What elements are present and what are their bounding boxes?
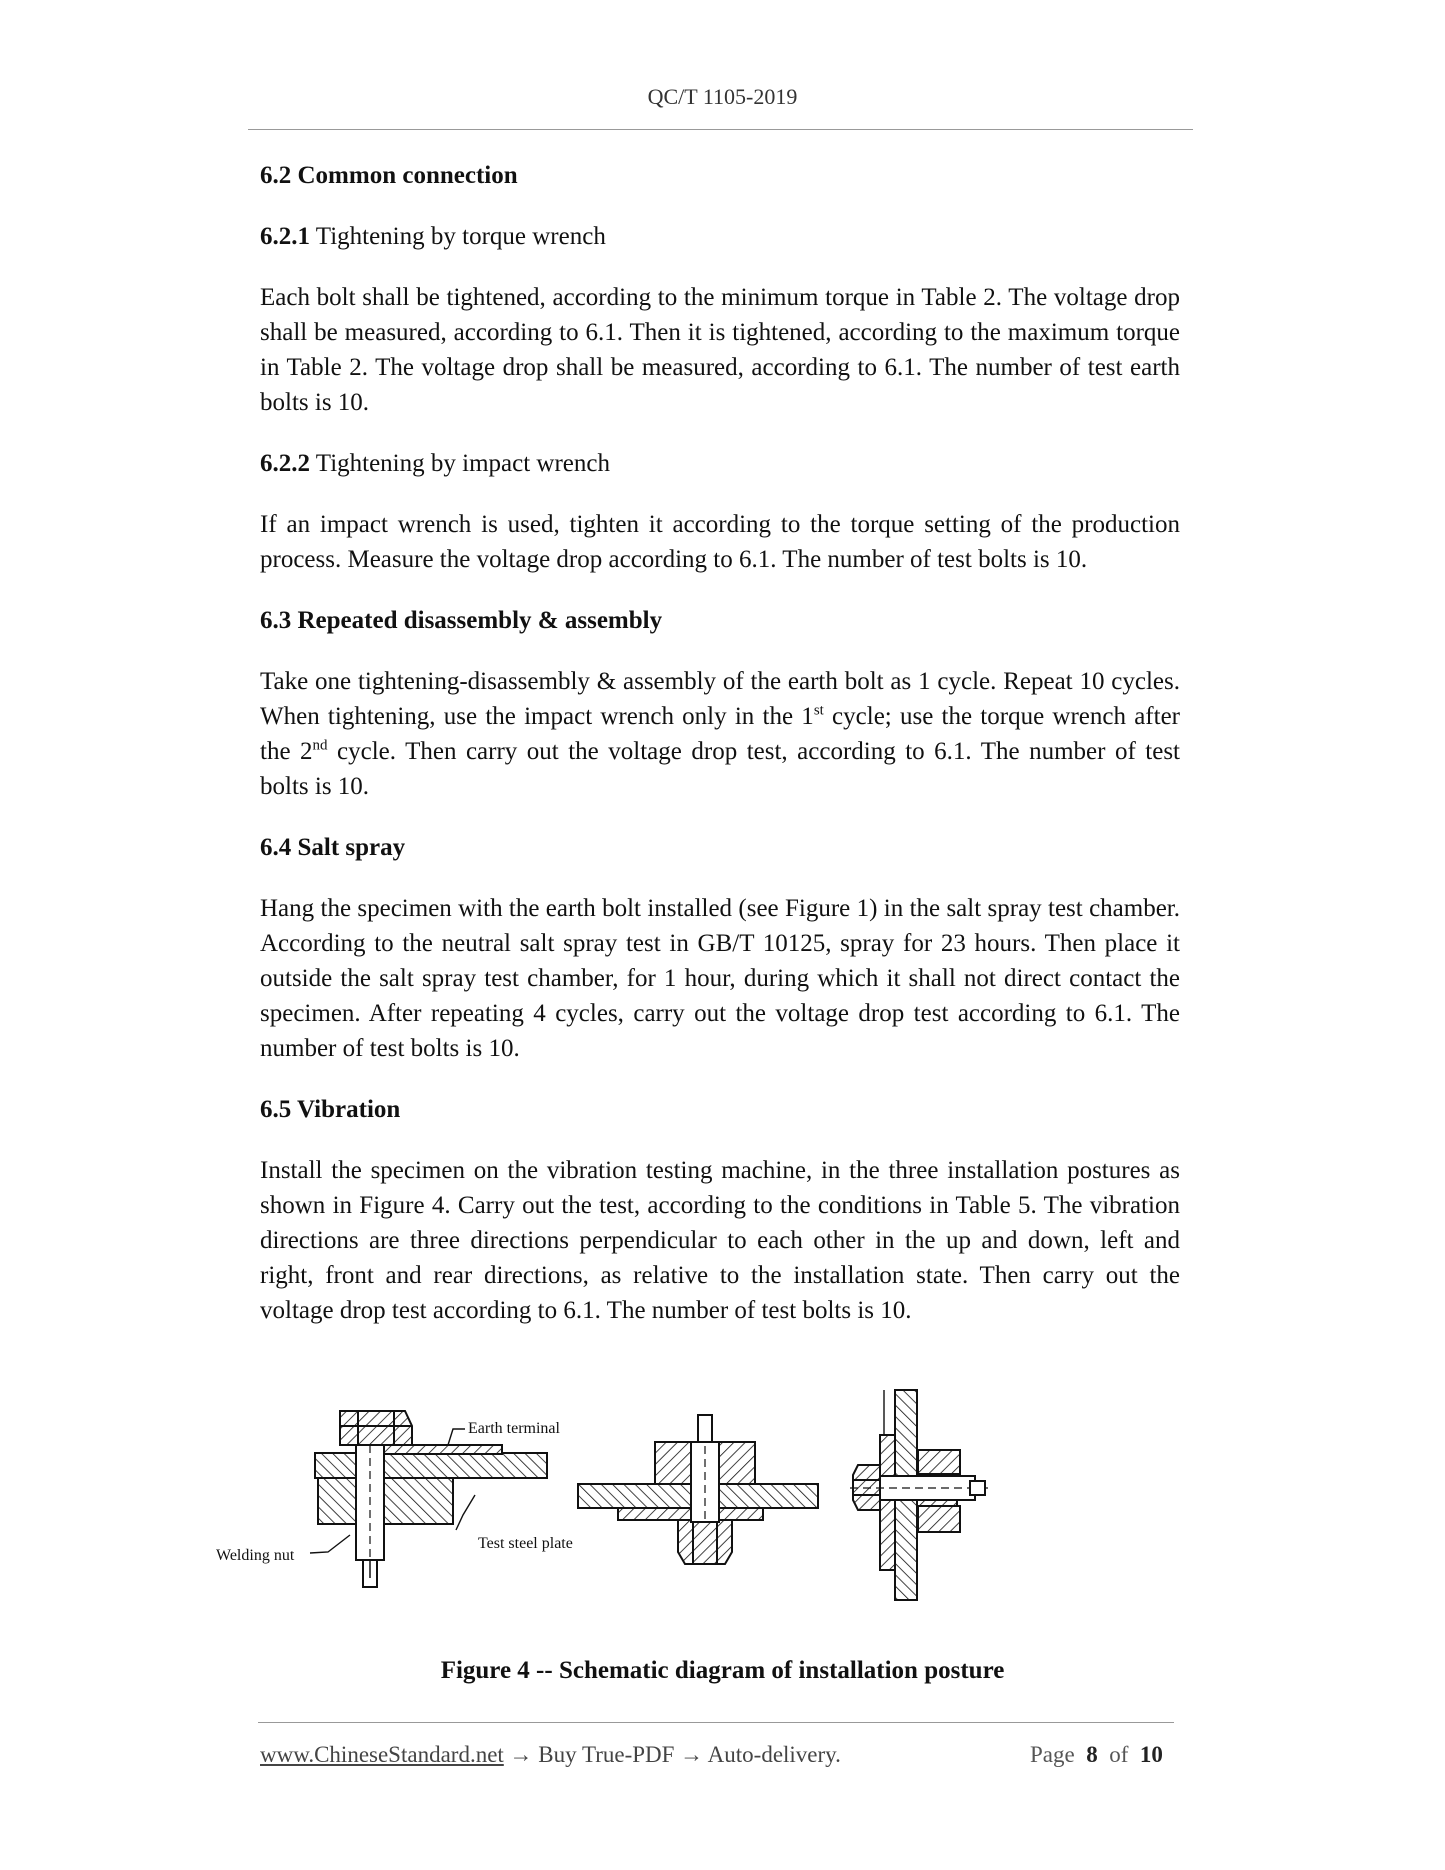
section-6-3-body bbox=[260, 664, 1180, 804]
section-6-2-1-number: 6.2.1 bbox=[260, 223, 310, 250]
label-earth-terminal: Earth terminal bbox=[468, 1420, 560, 1437]
section-6-2-2-heading bbox=[260, 446, 1180, 481]
document-body bbox=[260, 158, 1180, 1328]
page-number: 8 bbox=[1086, 1742, 1098, 1767]
superscript-st: st bbox=[813, 702, 824, 719]
figure-4-drawing bbox=[216, 1360, 1200, 1630]
footer-promo bbox=[260, 1742, 841, 1768]
section-6-2-1-heading bbox=[260, 219, 1180, 254]
section-6-2-title: 6.2 Common connection bbox=[260, 162, 518, 189]
section-6-5-body: Install the specimen on the vibration testing machine, in the three installation postures as shown in Figure 4. Carry out the test, according to the conditions in Table 5. The vibration directions are three directions perpendicular to each other in the up and down, left and right, front and rear directions, as relative to the installation state. Then carry out the voltage drop test according to 6.1. The number of test bolts is 10. bbox=[260, 1157, 1180, 1324]
chinesestandard-link[interactable]: www.ChineseStandard.net bbox=[260, 1742, 504, 1767]
posture-vertical-plate bbox=[850, 1390, 992, 1600]
document-code-header: QC/T 1105-2019 bbox=[647, 84, 798, 109]
label-welding-nut: Welding nut bbox=[216, 1547, 295, 1564]
section-6-3-body-part-c: cycle. Then carry out the voltage drop test, according to 6.1. The number of test bolts is 10. bbox=[260, 738, 1180, 800]
section-6-3-body-part-a: Take one tightening-disassembly & assembly of the earth bolt as 1 cycle. Repeat 10 cycles. When tightening, use the impact wrench only in the 1 bbox=[260, 668, 1180, 730]
posture-horizontal-head-below bbox=[578, 1415, 818, 1564]
of-word: of bbox=[1109, 1742, 1129, 1767]
section-6-4-body: Hang the specimen with the earth bolt installed (see Figure 1) in the salt spray test chamber. According to the neutral salt spray test in GB/T 10125, spray for 23 hours. Then place it outside the salt spray test chamber, for 1 hour, during which it shall not direct contact the specimen. After repeating 4 cycles, carry out the voltage drop test according to 6.1. The number of test bolts is 10. bbox=[260, 895, 1180, 1062]
figure-4-installation-posture bbox=[216, 1360, 1200, 1630]
section-6-2-1-title: Tightening by torque wrench bbox=[310, 223, 606, 250]
section-6-4-title: 6.4 Salt spray bbox=[260, 834, 406, 861]
page-total: 10 bbox=[1139, 1742, 1163, 1767]
footer-divider bbox=[258, 1722, 1174, 1723]
label-test-steel-plate: Test steel plate bbox=[478, 1535, 573, 1552]
footer-promo-text: → Buy True-PDF → Auto-delivery. bbox=[503, 1742, 841, 1767]
section-6-2-2-number: 6.2.2 bbox=[260, 450, 310, 477]
superscript-nd: nd bbox=[312, 737, 328, 754]
page-indicator bbox=[1030, 1742, 1163, 1768]
posture-horizontal-nut-below bbox=[310, 1411, 547, 1587]
section-6-2-2-body: If an impact wrench is used, tighten it according to the torque setting of the production process. Measure the voltage drop according to 6.1. The number of test bolts is 10. bbox=[260, 511, 1180, 573]
section-6-2-2-title: Tightening by impact wrench bbox=[310, 450, 610, 477]
section-6-5-title: 6.5 Vibration bbox=[260, 1096, 401, 1123]
section-6-3-title: 6.3 Repeated disassembly & assembly bbox=[260, 607, 663, 634]
section-6-2-1-body: Each bolt shall be tightened, according to the minimum torque in Table 2. The voltage drop shall be measured, according to 6.1. Then it is tightened, according to the maximum torque in Table 2. The voltage drop shall be measured, according to 6.1. The number of test earth bolts is 10. bbox=[260, 284, 1180, 416]
header-divider bbox=[248, 129, 1193, 130]
figure-4-caption: Figure 4 -- Schematic diagram of installation posture bbox=[440, 1657, 1005, 1684]
page-word: Page bbox=[1030, 1742, 1075, 1767]
section-6-3-body-part-b: cycle; use the torque wrench after the 2 bbox=[260, 703, 1180, 765]
